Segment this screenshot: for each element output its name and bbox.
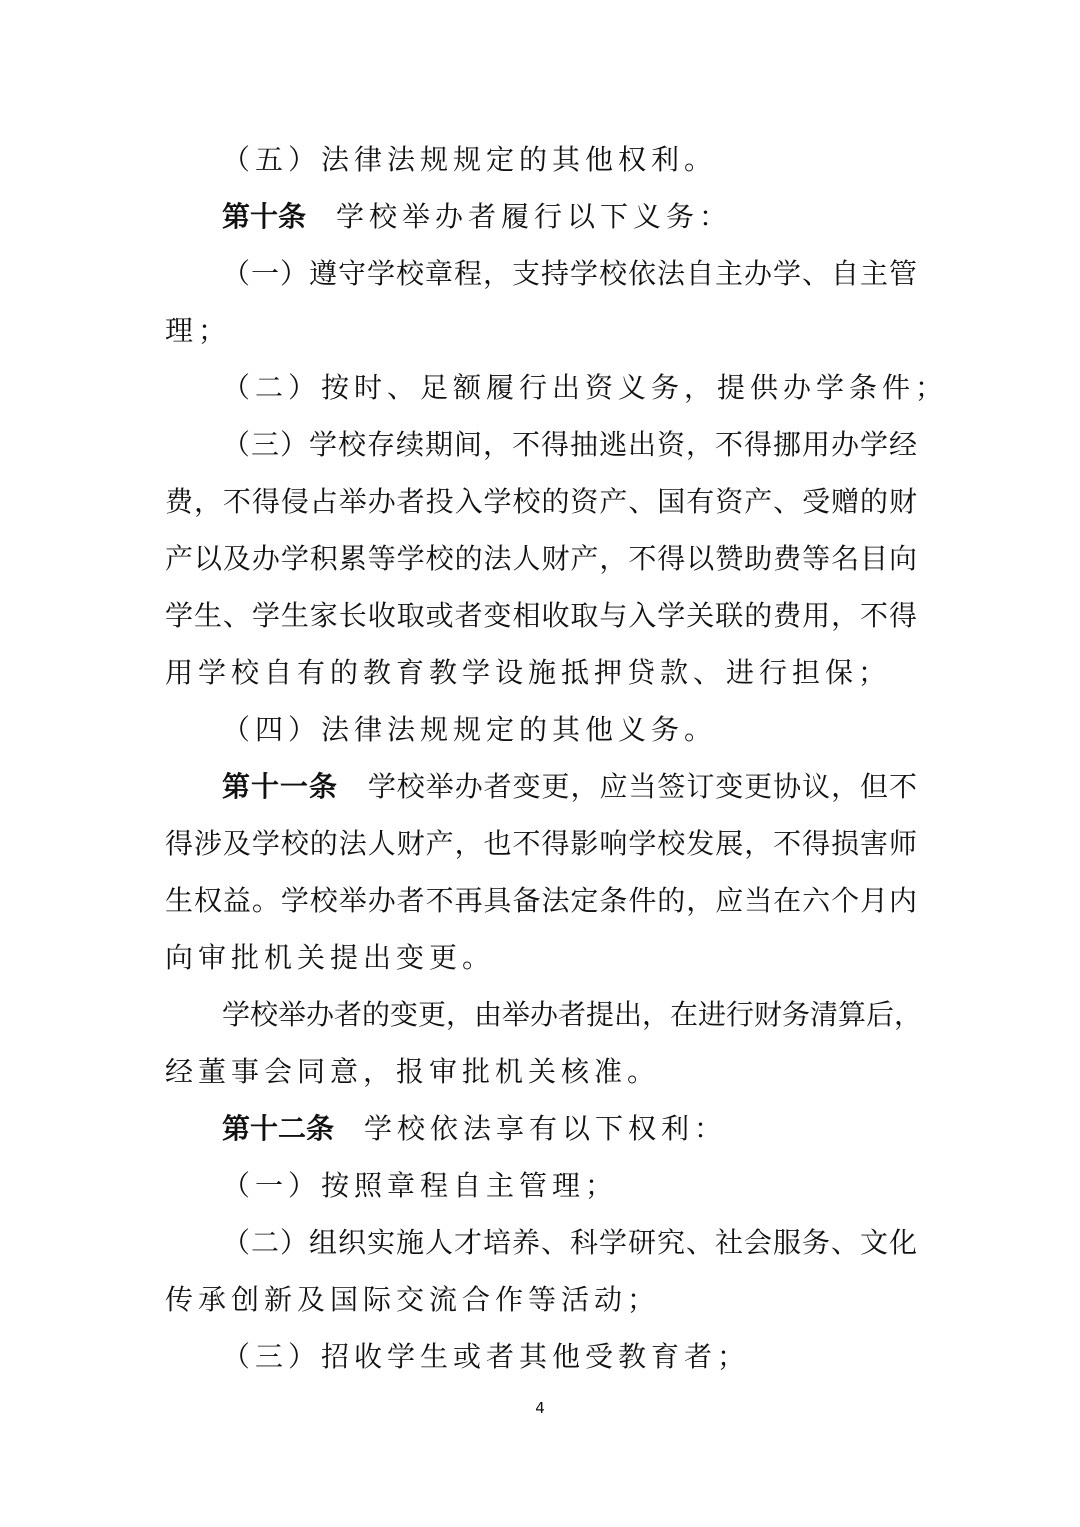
page-number: 4 xyxy=(535,1399,545,1417)
paragraph-line: 向审批机关提出变更。 xyxy=(165,941,496,974)
paragraph-line: （二）按时、足额履行出资义务，提供办学条件； xyxy=(222,371,949,404)
article-number: 第十条 xyxy=(222,200,307,233)
paragraph-line: 学校举办者的变更，由举办者提出，在进行财务清算后， xyxy=(222,998,923,1031)
paragraph-line: 得涉及学校的法人财产，也不得影响学校发展，不得损害师 xyxy=(165,827,917,860)
paragraph-line: （一）按照章程自主管理； xyxy=(222,1169,619,1202)
paragraph-line: （三）招收学生或者其他受教育者； xyxy=(222,1340,751,1373)
paragraph-line: 理； xyxy=(165,314,232,347)
article-text: 学校举办者变更，应当签订变更协议，但不 xyxy=(367,770,917,803)
paragraph-line: 费，不得侵占举办者投入学校的资产、国有资产、受赠的财 xyxy=(165,485,917,518)
paragraph-line: 生权益。学校举办者不再具备法定条件的，应当在六个月内 xyxy=(165,884,917,917)
paragraph-line: （一）遵守学校章程，支持学校依法自主办学、自主管 xyxy=(222,257,917,290)
paragraph-line: 用学校自有的教育教学设施抵押贷款、进行担保； xyxy=(165,656,892,689)
article-number: 第十一条 xyxy=(222,770,338,803)
paragraph-line: （四）法律法规规定的其他义务。 xyxy=(222,713,718,746)
paragraph-line: （二）组织实施人才培养、科学研究、社会服务、文化 xyxy=(222,1226,917,1259)
article-heading-line xyxy=(222,1109,917,1149)
article-number: 第十二条 xyxy=(222,1112,335,1145)
paragraph-line: 产以及办学积累等学校的法人财产，不得以赞助费等名目向 xyxy=(165,542,917,575)
paragraph-line: 学生、学生家长收取或者变相收取与入学关联的费用，不得 xyxy=(165,599,917,632)
article-text: 学校依法享有以下权利： xyxy=(364,1112,728,1145)
paragraph-line: （五）法律法规规定的其他权利。 xyxy=(222,143,718,176)
paragraph-line: 传承创新及国际交流合作等活动； xyxy=(165,1283,661,1316)
paragraph-line: 经董事会同意，报审批机关核准。 xyxy=(165,1055,661,1088)
article-text: 学校举办者履行以下义务： xyxy=(336,200,733,233)
article-heading-line xyxy=(222,197,917,237)
paragraph-line: （三）学校存续期间，不得抽逃出资，不得挪用办学经 xyxy=(222,428,917,461)
article-heading-line xyxy=(222,767,917,807)
